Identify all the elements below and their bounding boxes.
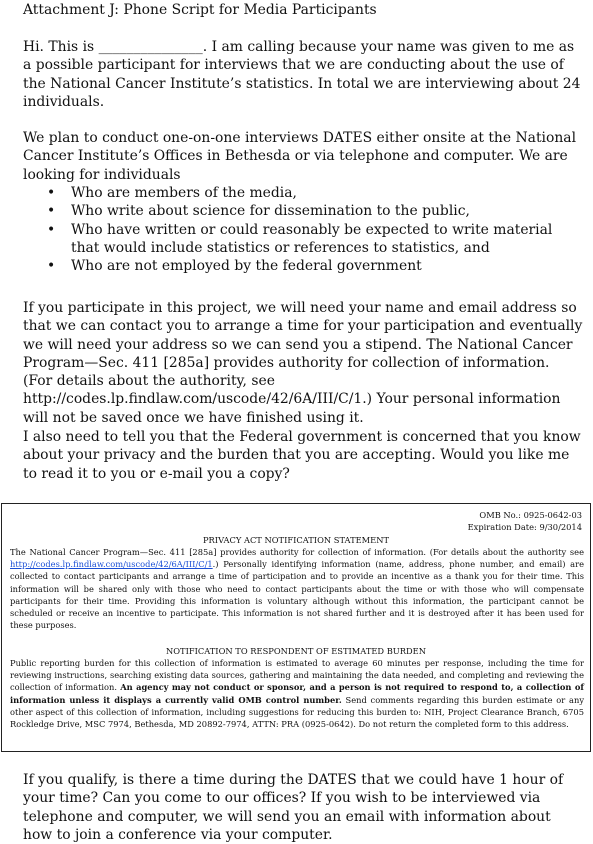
bullet-icon: •	[47, 258, 56, 275]
omb-number: OMB No.: 0925-0642-03	[479, 510, 582, 520]
interview-plan-paragraph: We plan to conduct one-on-one interviews DATES either onsite at the National Cancer Institute’s Offices in Bethesda or via telephone and computer. We are looking for individuals	[23, 130, 577, 183]
privacy-burden-box	[1, 503, 591, 752]
bullet-icon: •	[47, 185, 56, 201]
document-title: Attachment J: Phone Script for Media Participants	[23, 2, 377, 18]
list-item: • Who have written or could reasonably be expected to write material that would include statistics or references to statistics, and	[47, 221, 553, 256]
burden-heading: NOTIFICATION TO RESPONDENT OF ESTIMATED BURDEN	[165, 646, 426, 656]
scheduling-paragraph: If you qualify, is there a time during the DATES that we could have 1 hour of your time? Can you come to our offices? If you wish to be interviewed via telephone and computer, we will send you an email with information about how to join a conference via your computer.	[23, 772, 564, 843]
eligibility-list	[47, 184, 567, 275]
omb-info	[468, 509, 582, 533]
bullet-icon: •	[47, 221, 56, 238]
privacy-statement: The National Cancer Program—Sec. 411 [285a] provides authority for collection of information. (For details about the authority see http://codes.lp.findlaw.com/uscode/42/6A/III/C/1.) Personally identifying information (name, address, phone number, and email) are collected to contact participants and arrange a time of participation and to provide an incentive as a thank you for their time. This information will be shared only with those who need to contact participants about the time or with those who will compensate participants for their time. Providing this information is voluntary although without this information, the participant cannot be scheduled or receive an incentive to participate. This information is not shared further and it is destroyed after it has been used for these purposes.	[10, 547, 584, 631]
privacy-heading: PRIVACY ACT NOTIFICATION STATEMENT	[202, 535, 390, 545]
list-item: • Who are members of the media,	[47, 185, 297, 201]
findlaw-link[interactable]: http://codes.lp.findlaw.com/uscode/42/6A/III/C/1	[10, 559, 213, 570]
participation-paragraph: If you participate in this project, we will need your name and email address so that we can contact you to arrange a time for your participation and eventually we will need your address so we can send you a stipend. The National Cancer Program—Sec. 411 [285a] provides authority for collection of information. (For details about the authority, see http://codes.lp.findlaw.com/uscode/42/6A/III/C/1.) Your personal information will not be saved once we have finished using it.	[23, 300, 583, 426]
list-item: • Who write about science for dissemination to the public,	[47, 203, 470, 220]
expiration-date: Expiration Date: 9/30/2014	[467, 522, 582, 533]
burden-statement: Public reporting burden for this collection of information is estimated to average 60 minutes per response, including the time for reviewing instructions, searching existing data sources, gathering and maintaining the data needed, and completing and reviewing the collection of information. An agency may not conduct or sponsor, and a person is not required to respond to, a collection of information unless it displays a currently valid OMB control number. Send comments regarding this burden estimate or any other aspect of this collection of information, including suggestions for reducing this burden to: NIH, Project Clearance Branch, 6705 Rockledge Drive, MSC 7974, Bethesda, MD 20892-7974, ATTN: PRA (0925-0642). Do not return the completed form to this address.	[10, 658, 585, 730]
list-item: • Who are not employed by the federal government	[47, 258, 422, 275]
privacy-concern-paragraph: I also need to tell you that the Federal government is concerned that you know about your privacy and the burden that you are accepting. Would you like me to read it to you or e-mail you a copy?	[23, 429, 581, 482]
intro-paragraph: Hi. This is _______________. I am calling because your name was given to me as a possible participant for interviews that we are conducting about the use of the National Cancer Institute’s statistics. In total we are interviewing about 24 individuals.	[23, 39, 581, 110]
bullet-icon: •	[47, 203, 56, 220]
